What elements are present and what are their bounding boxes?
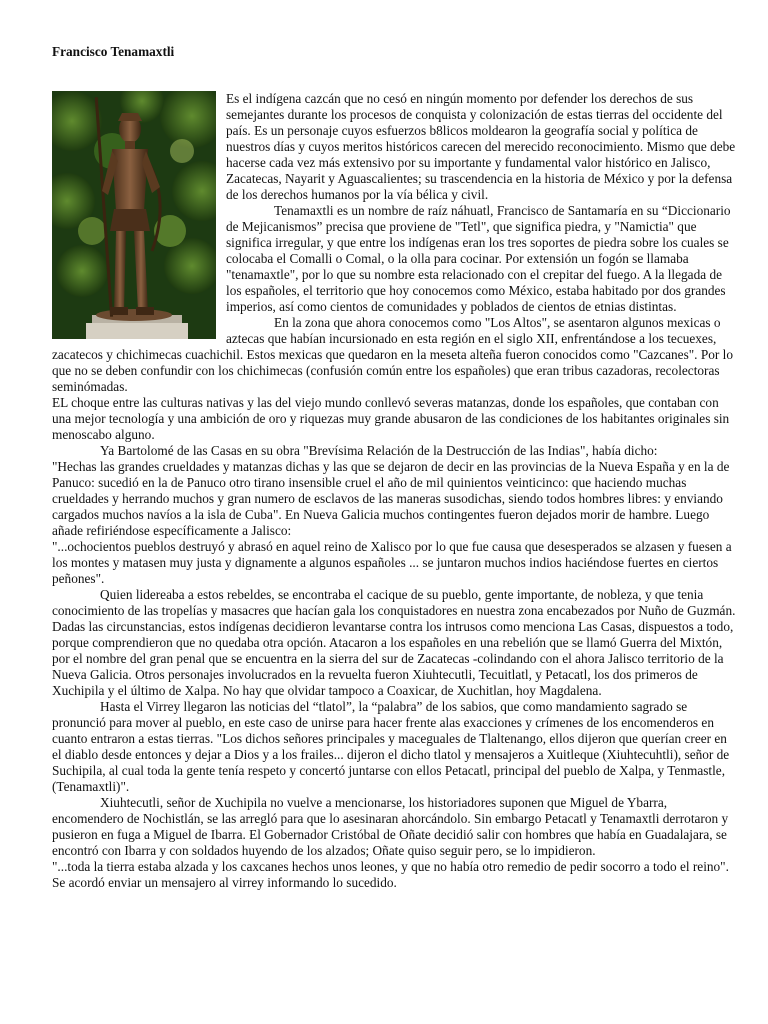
statue-photo bbox=[52, 91, 216, 339]
paragraph-4: EL choque entre las culturas nativas y las del viejo mundo conllevó severas matanzas, donde los españoles, que contaban con una mejor tecnología y una ambición de oro y riquezas muy grande abusaron de las condiciones de los habitantes originales sin menoscabo alguno. bbox=[52, 395, 730, 442]
paragraph-7: "...ochocientos pueblos destruyó y abrasó en aquel reino de Xalisco por lo que fue causa que desesperados se alzasen y fuesen a los montes y matasen muy justa y dignamente a algunos españoles ... se juntaron muchos indios haciéndose fuertes en ciertos peñones". bbox=[52, 539, 732, 586]
paragraph-3: En la zona que ahora conocemos como "Los Altos", se asentaron algunos mexicas o aztecas que habían incursionado en esta región en el siglo XII, enfrentándose a los tecuexes, zacatecos y chichimecas cuachichil. Estos mexicas que quedaron en la meseta alteña fueron conocidos como "Cazcanes". Por lo que no se deben confundir con los chichimecas (confusión común entre los españoles) que eran tribus cazadoras, recolectoras seminómadas. bbox=[52, 315, 733, 394]
paragraph-1: Es el indígena cazcán que no cesó en ningún momento por defender los derechos de sus semejantes durante los procesos de conquista y colonización de estas tierras del occidente del país. Es un personaje cuyos esfuerzos b8licos moldearon la geografía social y política de nuestros días y cuyos meritos históricos carecen del merecido reconocimiento. Mismo que debe hacerse cada vez más extensivo por su importante y fundamental valor histórico en Jalisco, Zacatecas, Nayarit y Aguascalientes; su trascendencia en la historia de México y por la defensa de los derechos humanos por la vía bélica y civil. bbox=[226, 91, 736, 202]
paragraph-2: Tenamaxtli es un nombre de raíz náhuatl, Francisco de Santamaría en su “Diccionario de Mejicanismos” precisa que proviene de "Tetl", que significa piedra, y "Namictia" que significa irregular, y que entre los indígenas eran los tres soportes de piedra sobre los cuales se colocaba el Comalli o Comal, o la olla para cocinar. Por extensión un fogón se llamaba "tenamaxtle", por lo que su nombre esta relacionado con el crepitar del fuego. A la llegada de los españoles, el territorio que hoy conocemos como México, estaba habitado por dos grandes imperios, así como cientos de comunidades y poblados de cientos de etnias distintas. bbox=[226, 203, 731, 314]
statue-illustration bbox=[52, 91, 216, 339]
paragraph-9: Hasta el Virrey llegaron las noticias del “tlatol”, la “palabra” de los sabios, que como mandamiento sagrado se pronunció para mover al pueblo, en este caso de unirse para hacer frente alas exacciones y crímenes de los encomenderos en cuanto entraron a estas tierras. "Los dichos señores principales y maceguales de Tlaltenango, ellos dijeron que querían creer en el diablo desde entonces y dejar a Dios y a los frailes... dijeron el dicho tlatol y mensajeros a Xuitleque (Xiuhtecuhtli), señor de Suchipila, al cual toda la gente tenía respeto y concertó juntarse con ellos Petacatl, principal del pueblo de Xalpa, y Tenmastle, (Tenamaxtli)". bbox=[52, 699, 730, 794]
document-title: Francisco Tenamaxtli bbox=[52, 44, 175, 59]
paragraph-11: "...toda la tierra estaba alzada y los caxcanes hechos unos leones, y que no había otro remedio de pedir socorro a todo el reino". Se acordó enviar un mensajero al virrey informando lo sucedido. bbox=[52, 859, 729, 890]
document-page bbox=[52, 44, 736, 891]
paragraph-6: "Hechas las grandes crueldades y matanzas dichas y las que se dejaron de decir en las provincias de la Nueva España y en la de Panuco: sucedió en la de Panuco otro tirano insensible cruel el año de mil quinientos veinticinco: que haciendo muchas crueldades y herrando muchos y gran numero de esclavos de las maneras susodichas, siendo todos hombres libres: y enviando cargados muchos navíos a la isla de Cuba". En Nueva Galicia muchos contingentes fueron dejados morir de hambre. Luego añade refiriéndose específicamente a Jalisco: bbox=[52, 459, 730, 538]
paragraph-5: Ya Bartolomé de las Casas en su obra "Brevísima Relación de la Destrucción de las Indias", había dicho: bbox=[100, 443, 658, 458]
paragraph-10: Xiuhtecutli, señor de Xuchipila no vuelve a mencionarse, los historiadores suponen que Miguel de Ybarra, encomendero de Nochistlán, se las arregló para que lo asesinaran ahorcándolo. Sin embargo Petacatl y Tenamaxtli derrotaron y pusieron en fuga a Miguel de Ibarra. El Gobernador Cristóbal de Oñate decidió salir con hombres que había en Guadalajara, se encontró con Ibarra y con soldados huyendo de los alzados; Oñate quiso seguir pero, se lo impidieron. bbox=[52, 795, 729, 858]
paragraph-8: Quien lidereaba a estos rebeldes, se encontraba el cacique de su pueblo, gente importante, de nobleza, y que tenia conocimiento de las tropelías y masacres que hacían gala los conquistadores en nuestra zona encabezados por Nuño de Guzmán. Dadas las circunstancias, estos indígenas decidieron levantarse contra los intrusos como menciona Las Casas, dispuestos a todo, porque comprendieron que no quedaba otra opción. Atacaron a los españoles en una rebelión que se llamó Guerra del Mixtón, por el nombre del gran penal que se encuentra en la sierra del sur de Zacatecas -colindando con el ahora Jalisco territorio de la Nueva Galicia. Otros personajes involucrados en la revuelta fueron Xiuhtecutli, Tecuitlatl, y Petacatl, los dos primeros de Xuchipila y el último de Xalpa. No hay que olvidar tampoco a Coaxicar, de Xuchitlan, hoy Magdalena. bbox=[52, 587, 736, 698]
